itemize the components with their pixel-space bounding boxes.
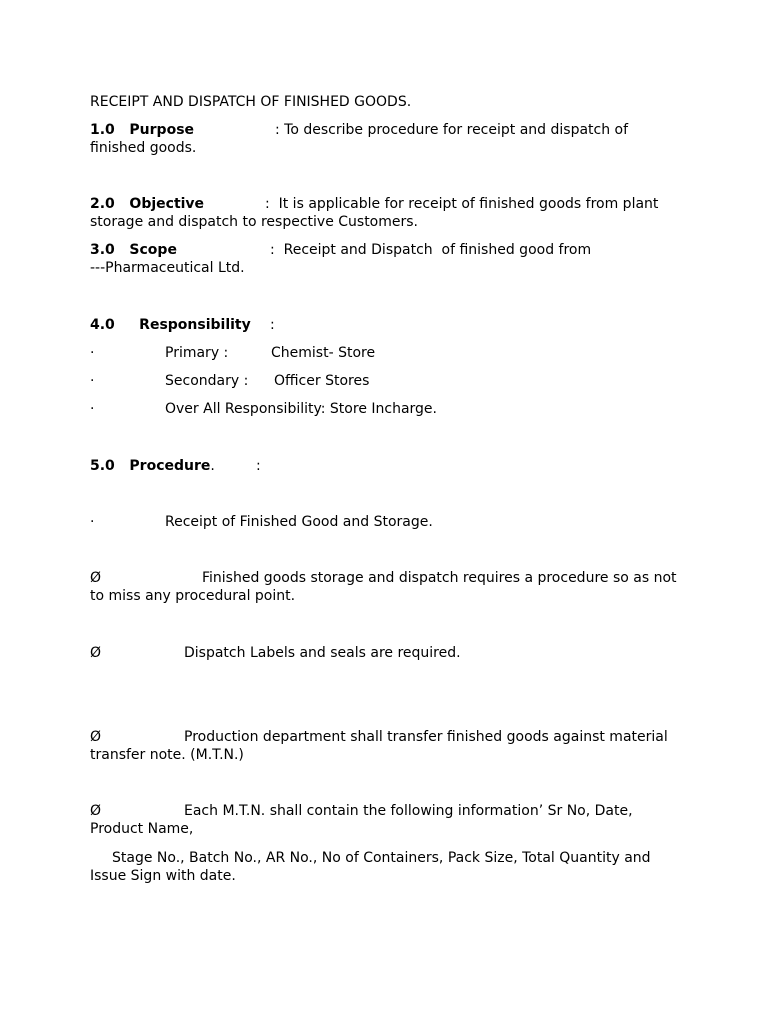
responsibility-primary-label: Primary :: [165, 345, 229, 361]
point-3-line2: transfer note. (M.T.N.): [90, 747, 244, 763]
bullet-primary: ·: [90, 345, 95, 361]
point-marker-3: Ø: [90, 729, 102, 745]
procedure-subheading: Receipt of Finished Good and Storage.: [165, 514, 433, 530]
procedure-colon: :: [256, 458, 261, 474]
document-title: RECEIPT AND DISPATCH OF FINISHED GOODS.: [90, 94, 412, 110]
procedure-heading: [90, 457, 215, 475]
scope-text-line1: : Receipt and Dispatch of finished good from: [270, 242, 592, 258]
point-1-line1: Finished goods storage and dispatch requires a procedure so as not: [202, 570, 677, 586]
point-marker-4: Ø: [90, 803, 102, 819]
purpose-text-line1: : To describe procedure for receipt and dispatch of: [275, 122, 629, 138]
responsibility-secondary-value: Officer Stores: [274, 373, 370, 389]
purpose-text-line2: finished goods.: [90, 140, 197, 156]
procedure-heading-text: 5.0 Procedure: [90, 458, 211, 474]
point-marker-2: Ø: [90, 645, 102, 661]
responsibility-overall: Over All Responsibility: Store Incharge.: [165, 401, 437, 417]
scope-heading: 3.0 Scope: [90, 242, 177, 258]
scope-text-line2: ---Pharmaceutical Ltd.: [90, 260, 245, 276]
point-1-line2: to miss any procedural point.: [90, 588, 296, 604]
bullet-receipt: ·: [90, 514, 95, 530]
continuation-line1: Stage No., Batch No., AR No., No of Containers, Pack Size, Total Quantity and: [112, 850, 651, 866]
point-4-line2: Product Name,: [90, 821, 194, 837]
bullet-secondary: ·: [90, 373, 95, 389]
point-2-line1: Dispatch Labels and seals are required.: [184, 645, 461, 661]
objective-heading: 2.0 Objective: [90, 196, 205, 212]
objective-text-line1: : It is applicable for receipt of finished goods from plant: [265, 196, 659, 212]
responsibility-colon: :: [270, 317, 275, 333]
objective-text-line2: storage and dispatch to respective Customers.: [90, 214, 419, 230]
point-marker-1: Ø: [90, 570, 102, 586]
responsibility-secondary-label: Secondary :: [165, 373, 249, 389]
bullet-overall: ·: [90, 401, 95, 417]
point-3-line1: Production department shall transfer finished goods against material: [184, 729, 668, 745]
point-4-line1: Each M.T.N. shall contain the following information’ Sr No, Date,: [184, 803, 633, 819]
continuation-line2: Issue Sign with date.: [90, 868, 236, 884]
responsibility-heading: 4.0 Responsibility: [90, 317, 251, 333]
responsibility-primary-value: Chemist- Store: [271, 345, 376, 361]
procedure-heading-dot: .: [210, 458, 215, 474]
purpose-heading: 1.0 Purpose: [90, 122, 195, 138]
